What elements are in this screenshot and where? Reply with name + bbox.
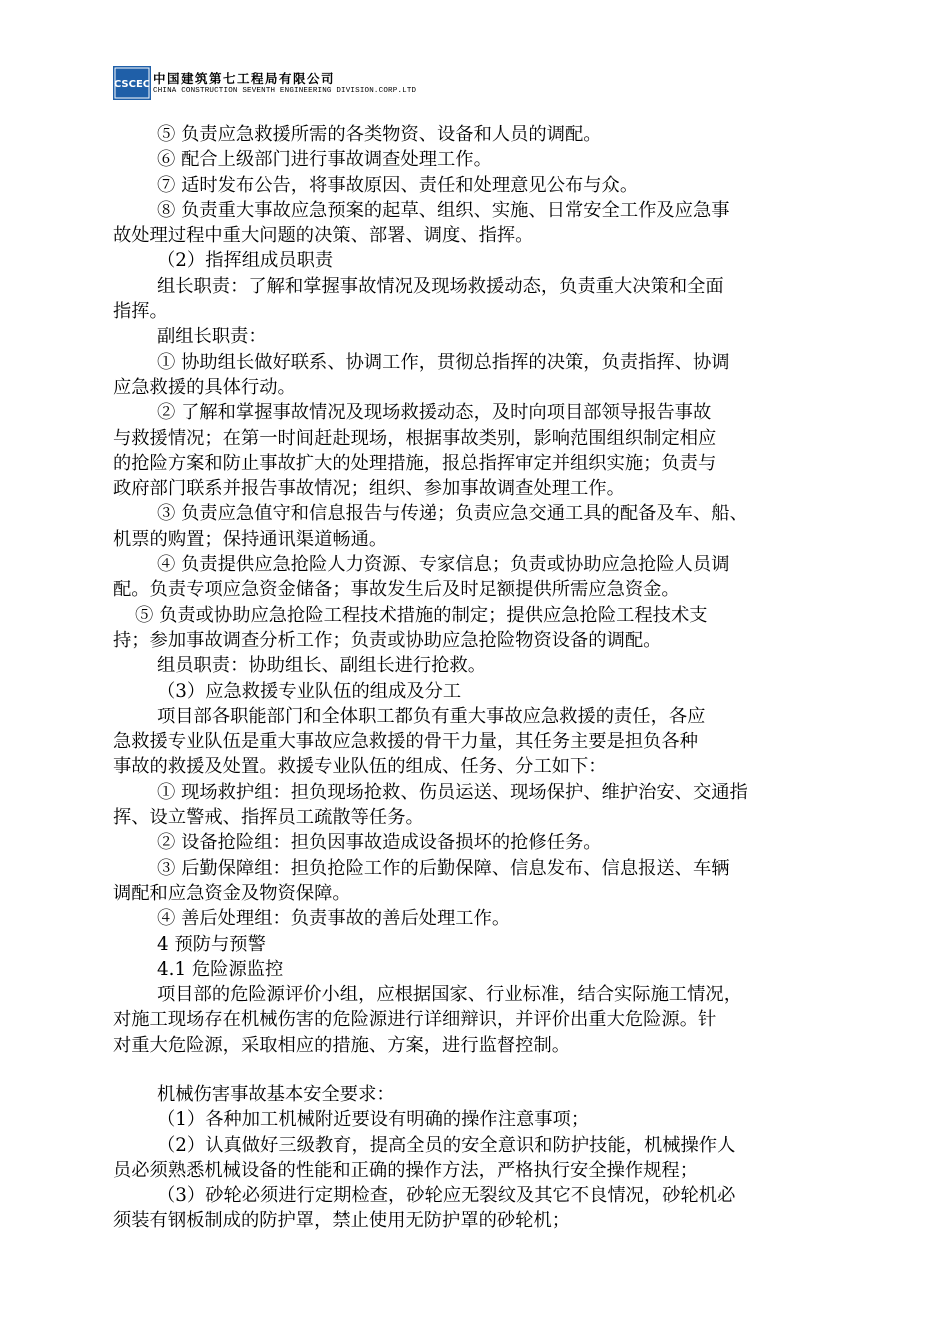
text-line: ⑧ 负责重大事故应急预案的起草、组织、实施、日常安全工作及应急事 [157,199,730,221]
text-line: 对施工现场存在机械伤害的危险源进行详细辩识，并评价出重大危险源。针 [113,1009,717,1031]
text-line: 机票的购置；保持通讯渠道畅通。 [113,528,388,550]
text-line: （1）各种加工机械附近要设有明确的操作注意事项； [157,1109,590,1131]
text-line: 故处理过程中重大问题的决策、部署、调度、指挥。 [113,225,534,247]
text-line: 指挥。 [113,301,168,323]
text-line: ① 协助组长做好联系、协调工作，贯彻总指挥的决策，负责指挥、协调 [157,351,730,373]
text-line: 机械伤害事故基本安全要求： [157,1083,395,1105]
text-line: 员必须熟悉机械设备的性能和正确的操作方法，严格执行安全操作规程； [113,1159,698,1181]
text-line: 4.1 危险源监控 [157,958,284,980]
text-line: 组员职责：协助组长、副组长进行抢救。 [157,655,487,677]
text-line: 挥、设立警戒、指挥员工疏散等任务。 [113,807,424,829]
text-line: ⑦ 适时发布公告，将事故原因、责任和处理意见公布与众。 [157,174,639,196]
text-line: 调配和应急资金及物资保障。 [113,882,351,904]
text-line: （2）认真做好三级教育，提高全员的安全意识和防护技能，机械操作人 [157,1134,736,1156]
text-line: ④ 负责提供应急抢险人力资源、专家信息；负责或协助应急抢险人员调 [157,554,730,576]
company-logo-icon [113,66,151,100]
text-line: （3）砂轮必须进行定期检查，砂轮应无裂纹及其它不良情况，砂轮机必 [157,1185,736,1207]
letterhead [113,66,533,102]
text-line: 副组长职责： [157,326,267,348]
svg-text:CSCEC: CSCEC [113,79,151,90]
paragraph-spacer [113,1058,853,1082]
text-line: 须装有钢板制成的防护罩，禁止使用无防护罩的砂轮机； [113,1210,571,1232]
text-line: ④ 善后处理组：负责事故的善后处理工作。 [157,908,511,930]
text-line: ⑤ 负责应急救援所需的各类物资、设备和人员的调配。 [157,124,602,145]
text-line: 与救援情况；在第一时间赶赴现场，根据事故类别，影响范围组织制定相应 [113,427,717,449]
text-line: ⑥ 配合上级部门进行事故调查处理工作。 [157,149,492,171]
company-name-cn: 中国建筑第七工程局有限公司 [153,71,336,86]
company-name-en: CHINA CONSTRUCTION SEVENTH ENGINEERING DIVISION.CORP.LTD [153,87,417,95]
text-line: 持；参加事故调查分析工作；负责或协助应急抢险物资设备的调配。 [113,629,662,651]
text-line: （3）应急救援专业队伍的组成及分工 [157,680,462,702]
text-line: 的抢险方案和防止事故扩大的处理措施，报总指挥审定并组织实施；负责与 [113,452,717,474]
text-line: ③ 后勤保障组：担负抢险工作的后勤保障、信息发布、信息报送、车辆 [157,857,730,879]
text-line: 急救援专业队伍是重大事故应急救援的骨干力量，其任务主要是担负各种 [113,731,698,753]
text-line: ③ 负责应急值守和信息报告与传递；负责应急交通工具的配备及车、船、 [157,503,748,525]
text-line: 项目部的危险源评价小组，应根据国家、行业标准，结合实际施工情况， [157,984,742,1006]
text-line: ② 设备抢险组：担负因事故造成设备损坏的抢修任务。 [157,832,602,854]
text-line: 应急救援的具体行动。 [113,376,296,398]
text-line: 组长职责：了解和掌握事故情况及现场救援动态，负责重大决策和全面 [157,275,724,297]
text-line: 4 预防与预警 [157,933,266,955]
text-line: 政府部门联系并报告事故情况；组织、参加事故调查处理工作。 [113,478,625,500]
text-line: 对重大危险源，采取相应的措施、方案，进行监督控制。 [113,1034,571,1056]
text-line: 项目部各职能部门和全体职工都负有重大事故应急救援的责任，各应 [157,705,706,727]
text-line: ② 了解和掌握事故情况及现场救援动态，及时向项目部领导报告事故 [157,402,712,424]
text-line: ⑤ 负责或协助应急抢险工程技术措施的制定；提供应急抢险工程技术支 [135,604,708,626]
text-line: （2）指挥组成员职责 [157,250,334,272]
text-line: ① 现场救护组：担负现场抢救、伤员运送、现场保护、维护治安、交通指 [157,781,748,803]
text-line: 配。负责专项应急资金储备；事故发生后及时足额提供所需应急资金。 [113,579,680,601]
text-line: 事故的救援及处置。救援专业队伍的组成、任务、分工如下： [113,756,607,778]
document-body [113,122,853,1234]
